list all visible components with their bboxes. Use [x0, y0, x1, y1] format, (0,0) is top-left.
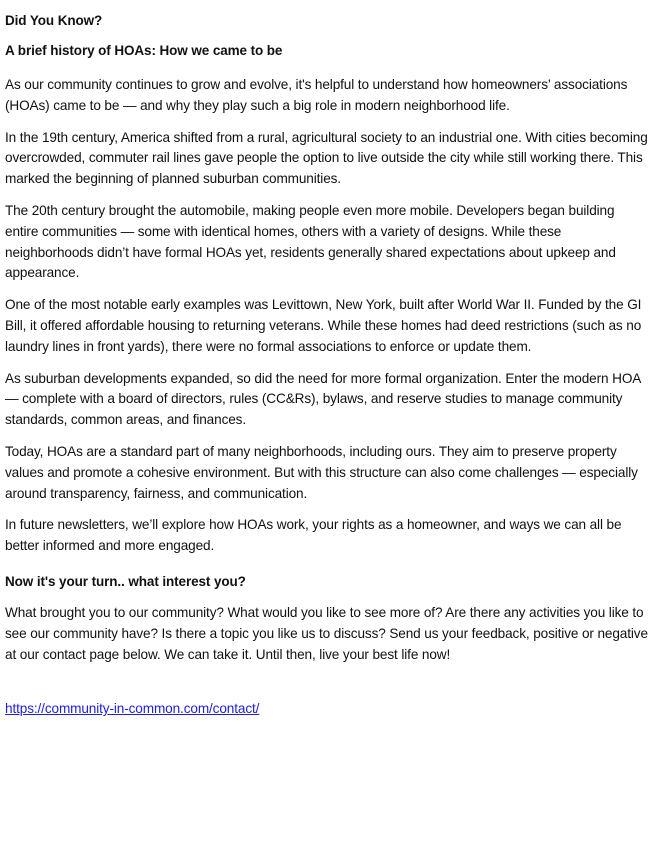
call-to-action-heading: Now it's your turn.. what interest you?	[5, 573, 246, 589]
article-paragraph-4: One of the most notable early examples was Levittown, New York, built after World War II. Funded by the GI Bill, it offered affordable housing to returning veterans. While these homes had deed restrictions (such as no laundry lines in front yards), there were no formal associations to enforce or update them.	[5, 297, 642, 354]
article-paragraph-6: Today, HOAs are a standard part of many neighborhoods, including ours. They aim to preserve property values and promote a cohesive environment. But with this structure can also come challenges — especially around transparency, fairness, and communication.	[5, 443, 638, 501]
article-paragraph-3: The 20th century brought the automobile, making people even more mobile. Developers began building entire communities — some with identical homes, others with a variety of designs. While these neighborhoods didn’t have formal HOAs yet, residents generally shared expectations about upkeep and appearance.	[5, 202, 616, 281]
contact-link-container	[5, 699, 648, 719]
article-paragraph-1: As our community continues to grow and evolve, it's helpful to understand how homeowners’ associations (HOAs) came to be — and why they play such a big role in modern neighborhood life.	[5, 77, 628, 113]
call-to-action-body: What brought you to our community? What would you like to see more of? Are there any activities you like to see our community have? Is there a topic you like us to discuss? Send us your feedback, positive or negative at our contact page below. We can take it. Until then, live your best life now!	[5, 604, 648, 662]
content-spacer	[5, 676, 648, 699]
article-paragraph-5: As suburban developments expanded, so did the need for more formal organization. Enter the modern HOA — complete with a board of directors, rules (CC&Rs), bylaws, and reserve studies to manage community standards, common areas, and finances.	[5, 370, 641, 428]
article-paragraph-2: In the 19th century, America shifted from a rural, agricultural society to an industrial one. With cities becoming overcrowded, commuter rail lines gave people the option to live outside the city while still working there. This marked the beginning of planned suburban communities.	[5, 129, 648, 187]
article-title: A brief history of HOAs: How we came to be	[5, 43, 283, 58]
section-label-did-you-know: Did You Know?	[5, 13, 103, 28]
article-paragraph-7: In future newsletters, we’ll explore how HOAs work, your rights as a homeowner, and ways we can all be better informed and more engaged.	[5, 517, 622, 554]
contact-page-link[interactable]: https://community-in-common.com/contact/	[5, 701, 260, 717]
